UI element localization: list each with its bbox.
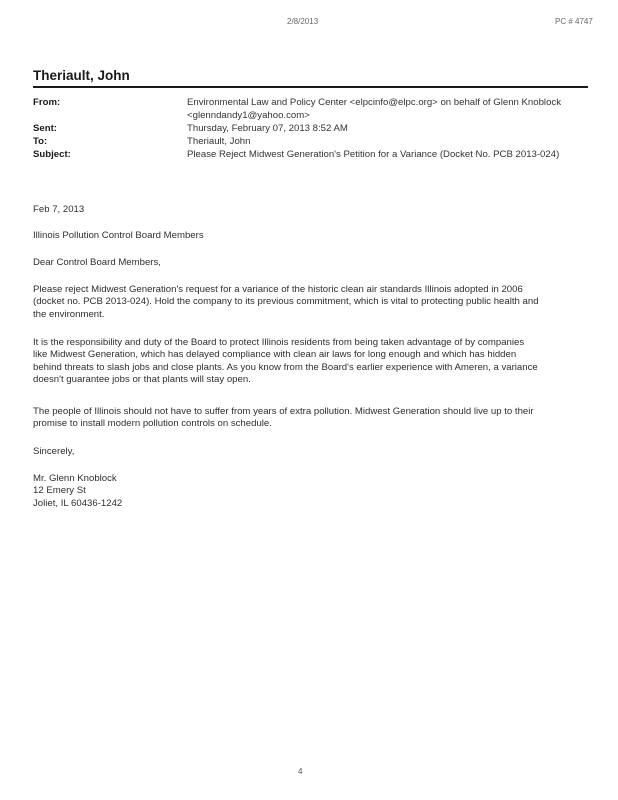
page-header-date: 2/8/2013 — [287, 17, 319, 26]
letter-closing: Sincerely, — [33, 446, 75, 457]
sent-value: Thursday, February 07, 2013 8:52 AM — [187, 123, 348, 134]
paragraph-2-line: doesn't guarantee jobs or that plants will stay open. — [33, 374, 251, 386]
paragraph-1-line: the environment. — [33, 308, 105, 320]
from-label: From: — [33, 97, 61, 108]
paragraph-2-line: like Midwest Generation, which has delayed compliance with clean air laws for long enough and which has hidden — [33, 349, 517, 361]
letter-date: Feb 7, 2013 — [33, 204, 85, 215]
paragraph-3 — [33, 406, 578, 431]
signature-city: Joliet, IL 60436-1242 — [33, 497, 123, 509]
paragraph-2-line: It is the responsibility and duty of the Board to protect Illinois residents from being taken advantage of by companies — [33, 337, 525, 348]
page-number: 4 — [298, 767, 303, 776]
header-rule — [33, 86, 588, 88]
paragraph-1-line: Please reject Midwest Generation's request for a variance of the historic clean air standards Illinois adopted in 2006 — [33, 284, 523, 295]
paragraph-2-line: behind threats to slash jobs and close plants. As you know from the Board's earlier experience with Ameren, a variance — [33, 361, 538, 373]
subject-label: Subject: — [33, 149, 71, 160]
sent-label: Sent: — [33, 123, 57, 134]
to-value: Theriault, John — [187, 136, 251, 147]
signature-street: 12 Emery St — [33, 485, 86, 497]
signature-name: Mr. Glenn Knoblock — [33, 473, 117, 484]
subject-value: Please Reject Midwest Generation's Petition for a Variance (Docket No. PCB 2013-024) — [187, 149, 560, 160]
paragraph-2 — [33, 337, 578, 387]
paragraph-3-line: promise to install modern pollution controls on schedule. — [33, 418, 272, 430]
letter-salutation: Dear Control Board Members, — [33, 257, 161, 268]
sender-name-heading: Theriault, John — [33, 68, 130, 83]
paragraph-1 — [33, 284, 578, 321]
signature-block — [33, 473, 578, 510]
from-value-line1: Environmental Law and Policy Center <elpcinfo@elpc.org> on behalf of Glenn Knoblock — [187, 97, 561, 108]
letter-recipient: Illinois Pollution Control Board Members — [33, 230, 204, 241]
from-value-line2: <glenndandy1@yahoo.com> — [187, 110, 310, 121]
page-header-ref: PC # 4747 — [555, 17, 593, 26]
paragraph-3-line: The people of Illinois should not have to suffer from years of extra pollution. Midwest Generation should live up to their — [33, 406, 534, 417]
paragraph-1-line: (docket no. PCB 2013-024). Hold the company to its previous commitment, which is vital to protecting public health and — [33, 296, 539, 308]
to-label: To: — [33, 136, 48, 147]
